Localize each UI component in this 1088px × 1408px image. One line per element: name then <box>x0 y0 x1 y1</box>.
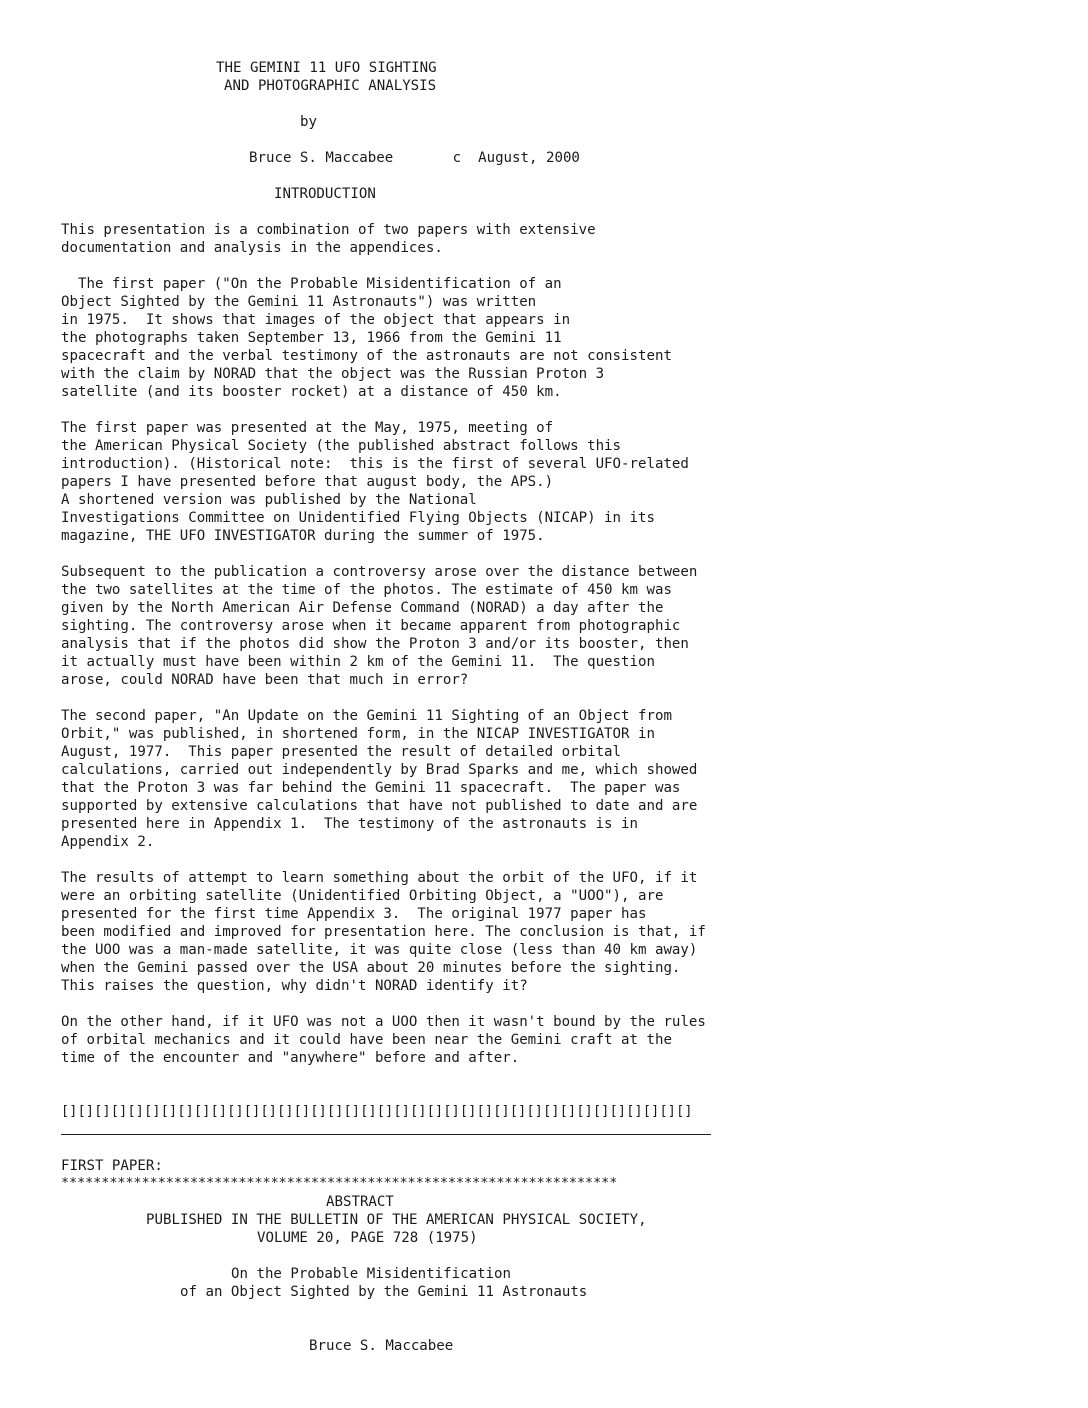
text-line: On the other hand, if it UFO was not a UOO then it wasn't bound by the rules <box>61 1014 706 1030</box>
text-line: sighting. The controversy arose when it became apparent from photographic <box>61 618 681 634</box>
bracket-separator: [][][][][][][][][][][][][][][][][][][][][][][][][][][][][][][][][][][][][][] <box>61 1104 693 1119</box>
paragraph-7 <box>61 1013 1061 1067</box>
paragraph-4 <box>61 563 1061 689</box>
paragraph-1 <box>61 221 1061 257</box>
abstract-title-line-2: of an Object Sighted by the Gemini 11 Astronauts <box>180 1284 588 1300</box>
text-line: Investigations Committee on Unidentified Flying Objects (NICAP) in its <box>61 510 655 526</box>
text-line: of orbital mechanics and it could have been near the Gemini craft at the <box>61 1032 672 1048</box>
author-date-line: Bruce S. Maccabee c August, 2000 <box>249 150 580 166</box>
byline-by: by <box>300 114 317 130</box>
first-paper-label: FIRST PAPER: <box>61 1158 163 1174</box>
abstract-published-line: PUBLISHED IN THE BULLETIN OF THE AMERICAN PHYSICAL SOCIETY, <box>146 1212 647 1228</box>
text-line: been modified and improved for presentation here. The conclusion is that, if <box>61 924 706 940</box>
text-line: it actually must have been within 2 km of the Gemini 11. The question <box>61 654 655 670</box>
abstract-title-line-1: On the Probable Misidentification <box>231 1266 512 1282</box>
text-line: arose, could NORAD have been that much in error? <box>61 672 469 688</box>
text-line: analysis that if the photos did show the Proton 3 and/or its booster, then <box>61 636 689 652</box>
abstract-volume-line: VOLUME 20, PAGE 728 (1975) <box>257 1230 478 1246</box>
text-line: that the Proton 3 was far behind the Gemini 11 spacecraft. The paper was <box>61 780 681 796</box>
text-line: the two satellites at the time of the photos. The estimate of 450 km was <box>61 582 672 598</box>
text-line: magazine, THE UFO INVESTIGATOR during the summer of 1975. <box>61 528 545 544</box>
horizontal-rule <box>61 1134 711 1135</box>
text-line: supported by extensive calculations that have not published to date and are <box>61 798 698 814</box>
text-line: in 1975. It shows that images of the object that appears in <box>61 312 571 328</box>
text-line: presented for the first time Appendix 3. The original 1977 paper has <box>61 906 647 922</box>
text-line: introduction). (Historical note: this is the first of several UFO-related <box>61 456 689 472</box>
document-page <box>61 59 1061 1355</box>
paragraph-3 <box>61 419 1061 545</box>
text-line: A shortened version was published by the National <box>61 492 477 508</box>
text-line: This raises the question, why didn't NORAD identify it? <box>61 978 528 994</box>
text-line: satellite (and its booster rocket) at a distance of 450 km. <box>61 384 562 400</box>
asterisk-separator: ********************************************************************* <box>61 1176 618 1191</box>
text-line: papers I have presented before that august body, the APS.) <box>61 474 554 490</box>
paragraph-6 <box>61 869 1061 995</box>
introduction-heading: INTRODUCTION <box>274 186 376 202</box>
text-line: when the Gemini passed over the USA about 20 minutes before the sighting. <box>61 960 681 976</box>
text-line: Subsequent to the publication a controversy arose over the distance between <box>61 564 698 580</box>
paragraph-5 <box>61 707 1061 851</box>
abstract-heading: ABSTRACT <box>326 1194 394 1210</box>
text-line: with the claim by NORAD that the object was the Russian Proton 3 <box>61 366 605 382</box>
title-line-1: THE GEMINI 11 UFO SIGHTING <box>216 60 437 76</box>
text-line: Appendix 2. <box>61 834 155 850</box>
text-line: were an orbiting satellite (Unidentified Orbiting Object, a "UOO"), are <box>61 888 664 904</box>
text-line: The results of attempt to learn something about the orbit of the UFO, if it <box>61 870 698 886</box>
text-line: The second paper, "An Update on the Gemini 11 Sighting of an Object from <box>61 708 672 724</box>
text-line: Object Sighted by the Gemini 11 Astronauts") was written <box>61 294 537 310</box>
text-line: the American Physical Society (the published abstract follows this <box>61 438 622 454</box>
text-line: given by the North American Air Defense Command (NORAD) a day after the <box>61 600 664 616</box>
text-line: The first paper was presented at the May, 1975, meeting of <box>61 420 554 436</box>
abstract-author: Bruce S. Maccabee <box>309 1338 454 1354</box>
text-line: time of the encounter and "anywhere" before and after. <box>61 1050 520 1066</box>
text-line: calculations, carried out independently by Brad Sparks and me, which showed <box>61 762 698 778</box>
text-line: documentation and analysis in the appendices. <box>61 240 443 256</box>
text-line: presented here in Appendix 1. The testimony of the astronauts is in <box>61 816 638 832</box>
paragraph-2 <box>61 275 1061 401</box>
text-line: Orbit," was published, in shortened form, in the NICAP INVESTIGATOR in <box>61 726 655 742</box>
text-line: the UOO was a man-made satellite, it was quite close (less than 40 km away) <box>61 942 698 958</box>
text-line: The first paper ("On the Probable Misidentification of an <box>61 276 562 292</box>
text-line: This presentation is a combination of two papers with extensive <box>61 222 596 238</box>
text-line: spacecraft and the verbal testimony of the astronauts are not consistent <box>61 348 672 364</box>
title-line-2: AND PHOTOGRAPHIC ANALYSIS <box>224 78 437 94</box>
text-line: the photographs taken September 13, 1966 from the Gemini 11 <box>61 330 562 346</box>
text-line: August, 1977. This paper presented the result of detailed orbital <box>61 744 622 760</box>
